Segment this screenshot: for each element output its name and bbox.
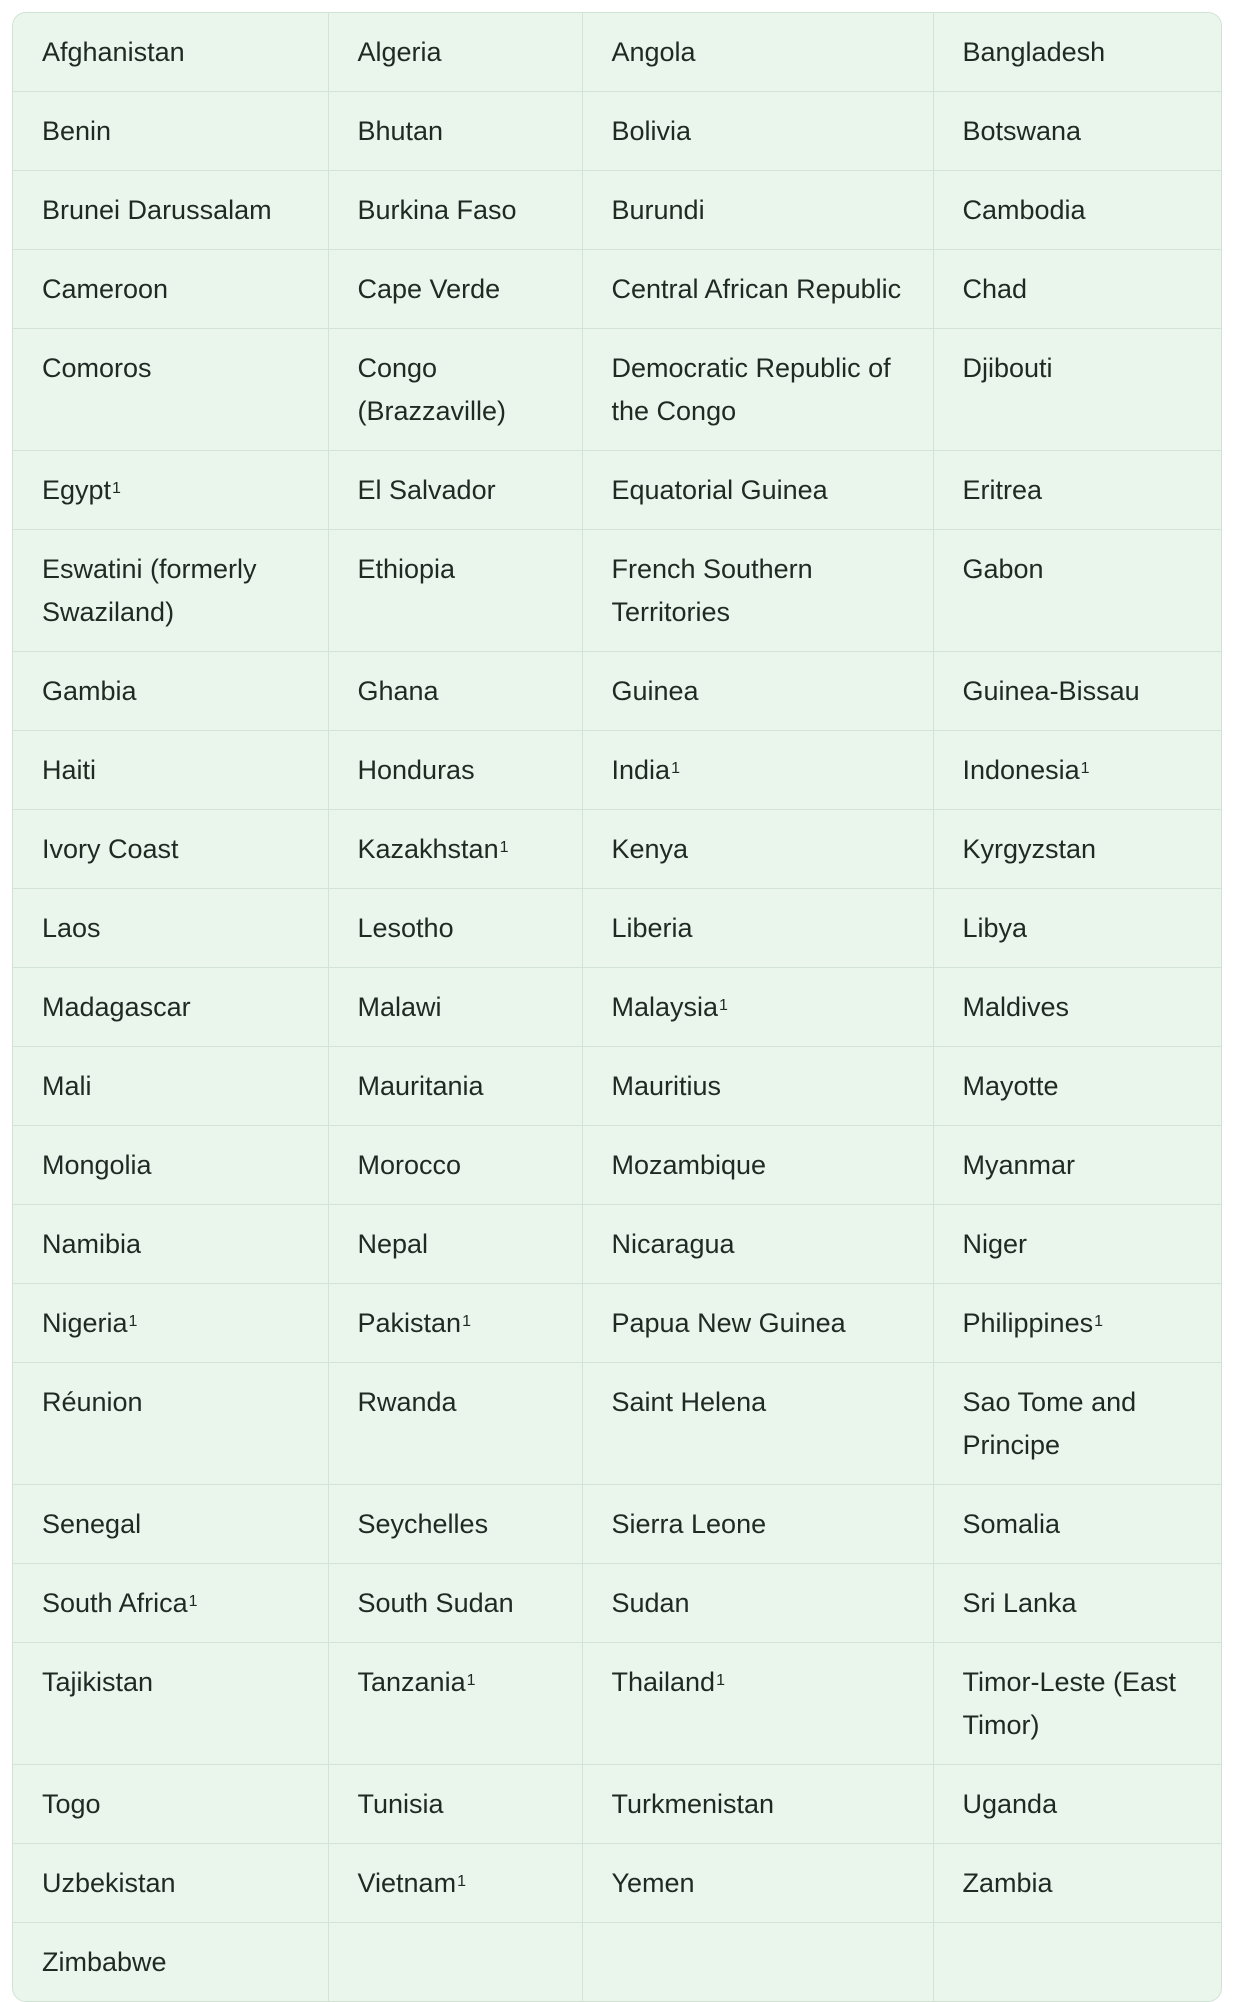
country-name: Philippines: [962, 1308, 1094, 1338]
country-cell: [933, 13, 1221, 92]
country-name: Tajikistan: [42, 1667, 154, 1697]
country-name: Nigeria: [42, 1308, 128, 1338]
country-name: Congo (Brazzaville): [357, 353, 507, 426]
table-row: [13, 1284, 1221, 1363]
country-name: Senegal: [42, 1509, 142, 1539]
country-name: Zimbabwe: [42, 1947, 167, 1977]
country-cell: [933, 810, 1221, 889]
footnote-marker: 1: [499, 839, 509, 856]
country-cell: [582, 1923, 933, 2002]
country-name: Nepal: [357, 1229, 429, 1259]
country-cell: [328, 530, 582, 652]
country-cell: [13, 1765, 328, 1844]
footnote-marker: 1: [1080, 760, 1090, 777]
country-cell: [582, 1126, 933, 1205]
country-name: Ivory Coast: [42, 834, 179, 864]
country-name: Burundi: [611, 195, 705, 225]
country-cell: [13, 652, 328, 731]
country-name: Seychelles: [357, 1509, 489, 1539]
country-cell: [328, 1126, 582, 1205]
country-cell: [13, 1923, 328, 2002]
footnote-marker: 1: [719, 997, 728, 1014]
country-name: Brunei Darussalam: [42, 195, 272, 225]
country-cell: [328, 1363, 582, 1485]
country-name: Saint Helena: [611, 1387, 767, 1417]
table-row: [13, 1485, 1221, 1564]
country-name: Haiti: [42, 755, 97, 785]
country-cell: [328, 810, 582, 889]
country-name: Chad: [962, 274, 1028, 304]
country-cell: [933, 968, 1221, 1047]
country-cell: [582, 731, 933, 810]
country-cell: [13, 250, 328, 329]
country-cell: [933, 92, 1221, 171]
country-name: Indonesia: [962, 755, 1080, 785]
country-cell: [933, 171, 1221, 250]
country-name: El Salvador: [357, 475, 496, 505]
table-row: [13, 1564, 1221, 1643]
country-cell: [933, 731, 1221, 810]
country-cell: [328, 451, 582, 530]
country-cell: [13, 1284, 328, 1363]
table-row: [13, 530, 1221, 652]
footnote-marker: 1: [128, 1313, 138, 1330]
country-cell: [933, 1844, 1221, 1923]
country-cell: [582, 968, 933, 1047]
country-name: Botswana: [962, 116, 1082, 146]
country-name: Bangladesh: [962, 37, 1106, 67]
table-row: [13, 1765, 1221, 1844]
footnote-marker: 1: [671, 760, 680, 777]
country-cell: [13, 1485, 328, 1564]
country-cell: [13, 1047, 328, 1126]
country-name: Burkina Faso: [357, 195, 517, 225]
country-name: Malawi: [357, 992, 442, 1022]
country-name: Uganda: [962, 1789, 1058, 1819]
country-name: Benin: [42, 116, 112, 146]
countries-table-body: [13, 13, 1221, 2001]
country-cell: [582, 810, 933, 889]
country-name: Cambodia: [962, 195, 1086, 225]
country-cell: [13, 1643, 328, 1765]
country-name: Turkmenistan: [611, 1789, 775, 1819]
country-cell: [13, 1205, 328, 1284]
country-cell: [328, 1923, 582, 2002]
country-cell: [933, 1047, 1221, 1126]
country-cell: [328, 171, 582, 250]
country-name: Tunisia: [357, 1789, 444, 1819]
table-row: [13, 1205, 1221, 1284]
country-cell: [328, 1485, 582, 1564]
country-name: Ghana: [357, 676, 439, 706]
country-cell: [582, 13, 933, 92]
country-cell: [933, 1765, 1221, 1844]
country-cell: [13, 1363, 328, 1485]
country-name: Central African Republic: [611, 274, 902, 304]
country-cell: [13, 889, 328, 968]
country-cell: [933, 1126, 1221, 1205]
country-cell: [328, 1205, 582, 1284]
country-name: Kyrgyzstan: [962, 834, 1097, 864]
country-name: Mayotte: [962, 1071, 1059, 1101]
country-name: Afghanistan: [42, 37, 185, 67]
country-name: Sao Tome and Principe: [962, 1387, 1137, 1460]
country-name: Madagascar: [42, 992, 191, 1022]
country-cell: [582, 329, 933, 451]
country-cell: [582, 1765, 933, 1844]
country-name: Kenya: [611, 834, 689, 864]
table-row: [13, 1643, 1221, 1765]
table-row: [13, 13, 1221, 92]
country-cell: [582, 530, 933, 652]
footnote-marker: 1: [112, 480, 121, 497]
country-cell: [933, 1923, 1221, 2002]
country-name: Namibia: [42, 1229, 142, 1259]
country-cell: [328, 652, 582, 731]
country-cell: [933, 530, 1221, 652]
country-name: Togo: [42, 1789, 101, 1819]
country-cell: [933, 451, 1221, 530]
footnote-marker: 1: [188, 1593, 198, 1610]
country-name: Equatorial Guinea: [611, 475, 828, 505]
country-name: Libya: [962, 913, 1028, 943]
country-name: Djibouti: [962, 353, 1053, 383]
country-cell: [328, 1564, 582, 1643]
country-cell: [582, 1643, 933, 1765]
table-row: [13, 1126, 1221, 1205]
country-name: Mali: [42, 1071, 92, 1101]
footnote-marker: 1: [457, 1873, 466, 1890]
country-name: South Sudan: [357, 1588, 514, 1618]
country-cell: [582, 92, 933, 171]
footnote-marker: 1: [466, 1672, 476, 1689]
country-name: Gabon: [962, 554, 1044, 584]
country-cell: [13, 530, 328, 652]
country-name: South Africa: [42, 1588, 188, 1618]
country-name: Mauritius: [611, 1071, 722, 1101]
country-cell: [13, 968, 328, 1047]
table-row: [13, 1844, 1221, 1923]
country-name: Eritrea: [962, 475, 1043, 505]
country-name: Liberia: [611, 913, 693, 943]
table-row: [13, 810, 1221, 889]
country-name: Honduras: [357, 755, 475, 785]
country-name: Somalia: [962, 1509, 1061, 1539]
country-name: Myanmar: [962, 1150, 1076, 1180]
table-row: [13, 171, 1221, 250]
country-name: Democratic Republic of the Congo: [611, 353, 891, 426]
country-name: Nicaragua: [611, 1229, 735, 1259]
country-name: Cape Verde: [357, 274, 501, 304]
country-cell: [933, 1363, 1221, 1485]
country-cell: [933, 250, 1221, 329]
country-cell: [582, 250, 933, 329]
country-name: Papua New Guinea: [611, 1308, 846, 1338]
country-name: Sri Lanka: [962, 1588, 1077, 1618]
country-name: French Southern Territories: [611, 554, 813, 627]
country-name: Sierra Leone: [611, 1509, 767, 1539]
country-cell: [933, 1205, 1221, 1284]
country-name: Rwanda: [357, 1387, 457, 1417]
country-cell: [328, 1643, 582, 1765]
country-name: Uzbekistan: [42, 1868, 176, 1898]
country-cell: [328, 250, 582, 329]
country-name: Timor-Leste (East Timor): [962, 1667, 1177, 1740]
country-cell: [582, 1047, 933, 1126]
country-name: Bhutan: [357, 116, 444, 146]
table-row: [13, 92, 1221, 171]
country-cell: [328, 329, 582, 451]
country-name: Laos: [42, 913, 101, 943]
country-cell: [933, 1485, 1221, 1564]
country-name: Yemen: [611, 1868, 695, 1898]
country-cell: [13, 329, 328, 451]
country-cell: [13, 810, 328, 889]
country-name: Mongolia: [42, 1150, 152, 1180]
country-name: Mauritania: [357, 1071, 484, 1101]
country-name: Kazakhstan: [357, 834, 499, 864]
country-name: Maldives: [962, 992, 1070, 1022]
country-cell: [933, 889, 1221, 968]
country-cell: [328, 731, 582, 810]
country-cell: [582, 1284, 933, 1363]
footnote-marker: 1: [1094, 1313, 1103, 1330]
table-row: [13, 451, 1221, 530]
country-cell: [328, 1844, 582, 1923]
table-row: [13, 1047, 1221, 1126]
table-row: [13, 731, 1221, 810]
country-cell: [13, 451, 328, 530]
country-cell: [582, 1363, 933, 1485]
country-cell: [13, 731, 328, 810]
country-cell: [582, 171, 933, 250]
country-cell: [13, 171, 328, 250]
country-cell: [328, 1765, 582, 1844]
country-name: Tanzania: [357, 1667, 466, 1697]
country-name: Pakistan: [357, 1308, 462, 1338]
country-name: Angola: [611, 37, 696, 67]
country-name: Bolivia: [611, 116, 692, 146]
country-name: Comoros: [42, 353, 152, 383]
country-cell: [13, 1844, 328, 1923]
country-name: Mozambique: [611, 1150, 767, 1180]
country-cell: [582, 1205, 933, 1284]
country-name: Morocco: [357, 1150, 462, 1180]
country-name: Vietnam: [357, 1868, 457, 1898]
country-cell: [13, 92, 328, 171]
country-name: Eswatini (formerly Swaziland): [42, 554, 257, 627]
country-name: Réunion: [42, 1387, 143, 1417]
country-cell: [328, 1284, 582, 1363]
country-cell: [582, 889, 933, 968]
footnote-marker: 1: [462, 1313, 471, 1330]
country-name: Egypt: [42, 475, 112, 505]
countries-table-container: [12, 12, 1222, 2002]
table-row: [13, 968, 1221, 1047]
country-name: Gambia: [42, 676, 137, 706]
table-row: [13, 1363, 1221, 1485]
country-cell: [328, 968, 582, 1047]
country-cell: [328, 889, 582, 968]
country-cell: [582, 1564, 933, 1643]
country-name: India: [611, 755, 671, 785]
country-name: Malaysia: [611, 992, 719, 1022]
countries-table: [13, 13, 1221, 2001]
table-row: [13, 652, 1221, 731]
country-cell: [328, 13, 582, 92]
country-cell: [328, 92, 582, 171]
country-cell: [13, 1564, 328, 1643]
country-cell: [13, 1126, 328, 1205]
country-cell: [933, 1643, 1221, 1765]
country-cell: [582, 1844, 933, 1923]
table-row: [13, 250, 1221, 329]
country-cell: [582, 451, 933, 530]
country-cell: [933, 1564, 1221, 1643]
country-cell: [582, 1485, 933, 1564]
table-row: [13, 1923, 1221, 2002]
country-cell: [582, 652, 933, 731]
country-name: Zambia: [962, 1868, 1053, 1898]
table-row: [13, 329, 1221, 451]
country-cell: [13, 13, 328, 92]
country-name: Sudan: [611, 1588, 690, 1618]
country-cell: [328, 1047, 582, 1126]
country-name: Lesotho: [357, 913, 454, 943]
country-cell: [933, 652, 1221, 731]
country-cell: [933, 1284, 1221, 1363]
country-name: Ethiopia: [357, 554, 456, 584]
country-name: Niger: [962, 1229, 1028, 1259]
country-name: Algeria: [357, 37, 442, 67]
country-cell: [933, 329, 1221, 451]
country-name: Guinea-Bissau: [962, 676, 1140, 706]
table-row: [13, 889, 1221, 968]
footnote-marker: 1: [716, 1672, 725, 1689]
country-name: Thailand: [611, 1667, 716, 1697]
country-name: Cameroon: [42, 274, 169, 304]
country-name: Guinea: [611, 676, 699, 706]
